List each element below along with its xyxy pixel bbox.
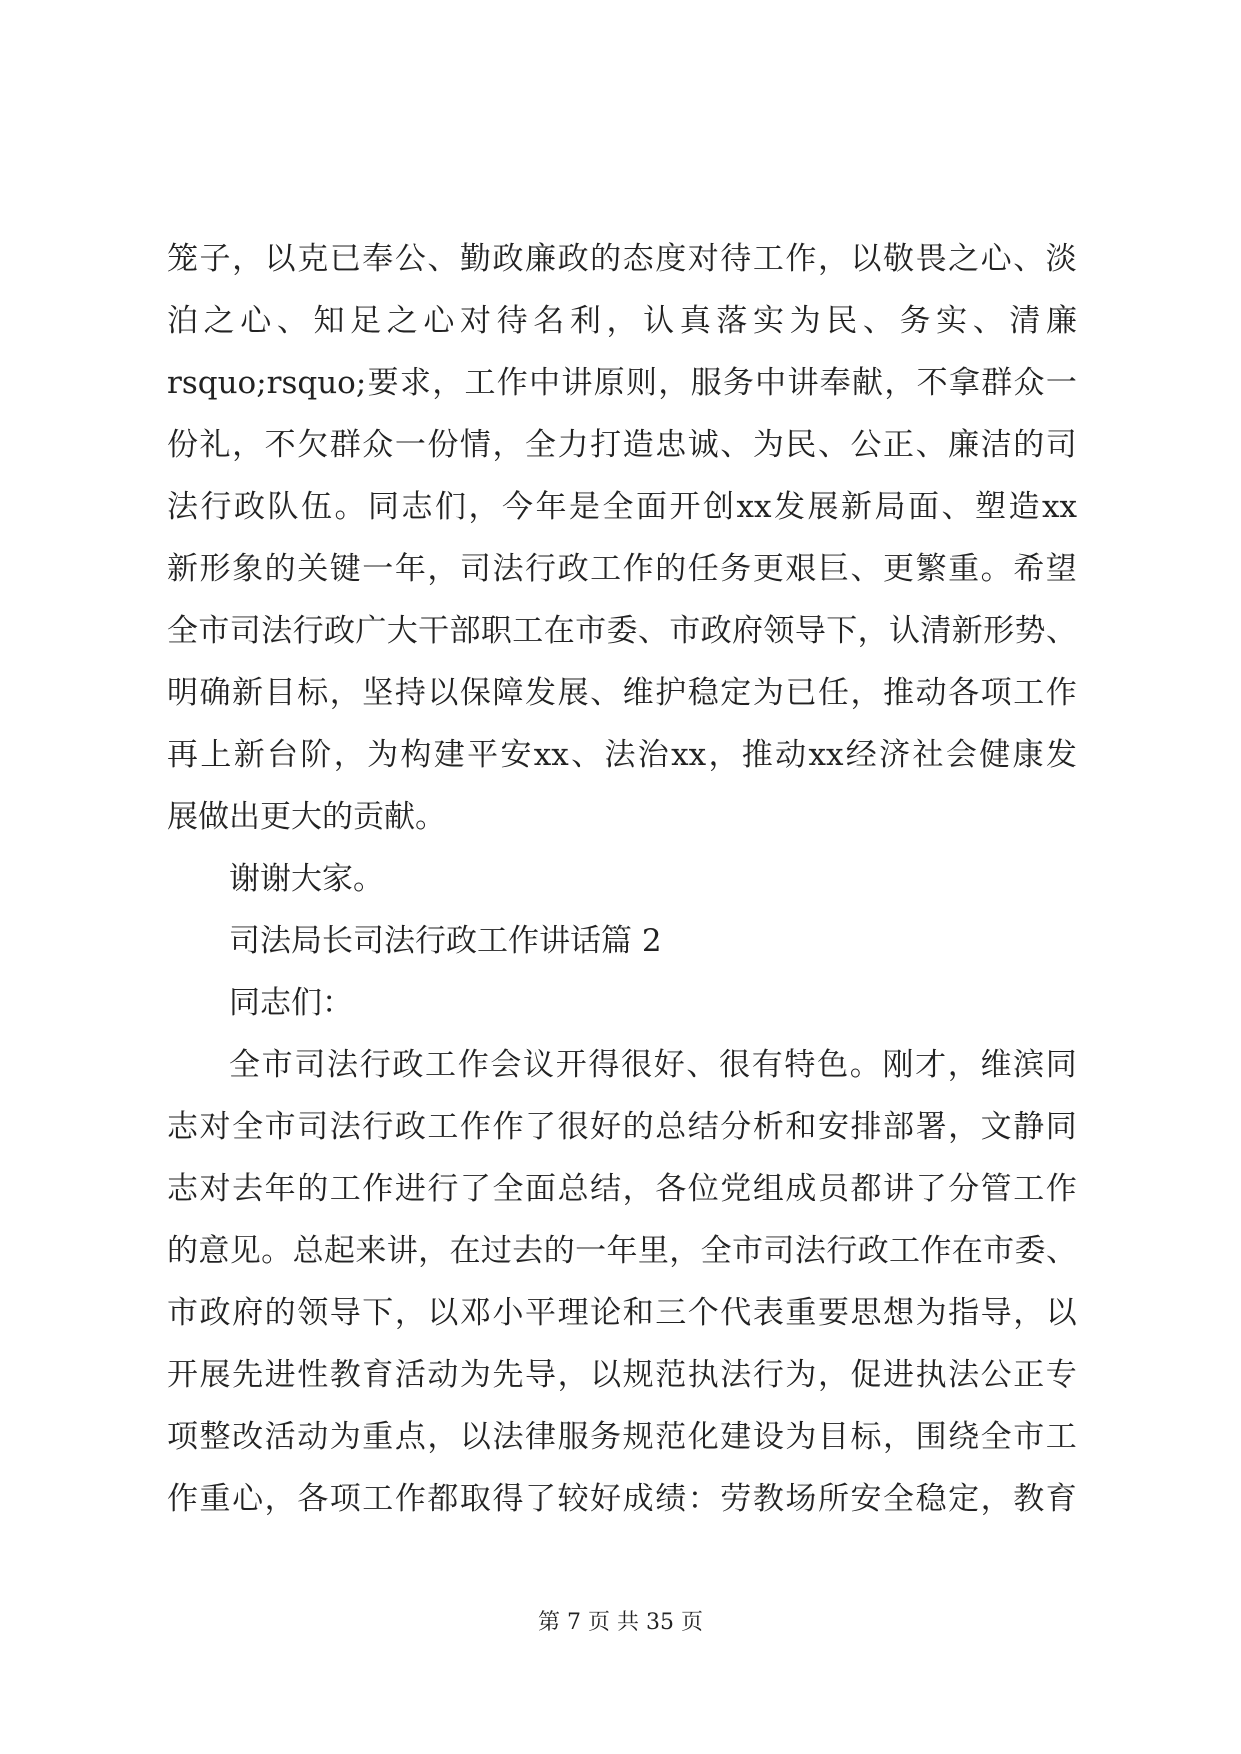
text-line: 志 对 全 市 司 法 行 政 工 作 作 了 很 好 的 总 结 分 析 和 安 排 部 署 ， 文 静 同 xyxy=(167,1109,1077,1145)
text-line: 全 市 司 法 行 政 工 作 会 议 开 得 很 好 、 很 有 特 色 。 刚 才 ， 维 滨 同 xyxy=(229,1047,1077,1083)
page-footer: 第 7 页 共 35 页 xyxy=(538,1610,703,1635)
text-line: 新 形 象 的 关 键 一 年 ， 司 法 行 政 工 作 的 任 务 更 艰 巨 、 更 繁 重 。 希 望 xyxy=(167,551,1077,587)
text-line: 展做出更大的贡献。 xyxy=(167,799,446,835)
text-line: 再 上 新 台 阶 ， 为 构 建 平 安 xx 、 法 治 xx ， 推 动 xx 经 济 社 会 健 康 发 xyxy=(167,737,1077,773)
text-line: 谢谢大家。 xyxy=(229,861,384,897)
text-line: 作 重 心 ， 各 项 工 作 都 取 得 了 较 好 成 绩 ： 劳 教 场 所 安 全 稳 定 ， 教 育 xyxy=(167,1481,1077,1517)
text-line: 市 政 府 的 领 导 下 ， 以 邓 小 平 理 论 和 三 个 代 表 重 要 思 想 为 指 导 ， 以 xyxy=(167,1295,1077,1331)
text-line: 的 意 见 。 总 起 来 讲 ， 在 过 去 的 一 年 里 ， 全 市 司 法 行 政 工 作 在 市 委 、 xyxy=(167,1233,1077,1269)
salutation: 同志们： xyxy=(229,985,353,1021)
text-line: 全 市 司 法 行 政 广 大 干 部 职 工 在 市 委 、 市 政 府 领 导 下 ， 认 清 新 形 势 、 xyxy=(167,613,1077,649)
text-line: rsquo;rsquo; 要 求 ， 工 作 中 讲 原 则 ， 服 务 中 讲 奉 献 ， 不 拿 群 众 一 xyxy=(167,365,1077,401)
text-line: 开 展 先 进 性 教 育 活 动 为 先 导 ， 以 规 范 执 法 行 为 ， 促 进 执 法 公 正 专 xyxy=(167,1357,1077,1393)
text-line: 笼 子 ， 以 克 已 奉 公 、 勤 政 廉 政 的 态 度 对 待 工 作 ， 以 敬 畏 之 心 、 淡 xyxy=(167,241,1077,277)
text-line: 志 对 去 年 的 工 作 进 行 了 全 面 总 结 ， 各 位 党 组 成 员 都 讲 了 分 管 工 作 xyxy=(167,1171,1077,1207)
text-line: 项 整 改 活 动 为 重 点 ， 以 法 律 服 务 规 范 化 建 设 为 目 标 ， 围 绕 全 市 工 xyxy=(167,1419,1077,1455)
text-line: 明 确 新 目 标 ， 坚 持 以 保 障 发 展 、 维 护 稳 定 为 已 任 ， 推 动 各 项 工 作 xyxy=(167,675,1077,711)
section-heading: 司法局长司法行政工作讲话篇 2 xyxy=(229,923,662,959)
text-line: 份 礼 ， 不 欠 群 众 一 份 情 ， 全 力 打 造 忠 诚 、 为 民 、 公 正 、 廉 洁 的 司 xyxy=(167,427,1077,463)
document-body xyxy=(167,228,1077,1530)
text-line: 法 行 政 队 伍 。 同 志 们 ， 今 年 是 全 面 开 创 xx 发 展 新 局 面 、 塑 造 xx xyxy=(167,489,1077,525)
text-line: 泊 之 心 、 知 足 之 心 对 待 名 利 ， 认 真 落 实 为 民 、 务 实 、 清 廉 xyxy=(167,303,1077,339)
